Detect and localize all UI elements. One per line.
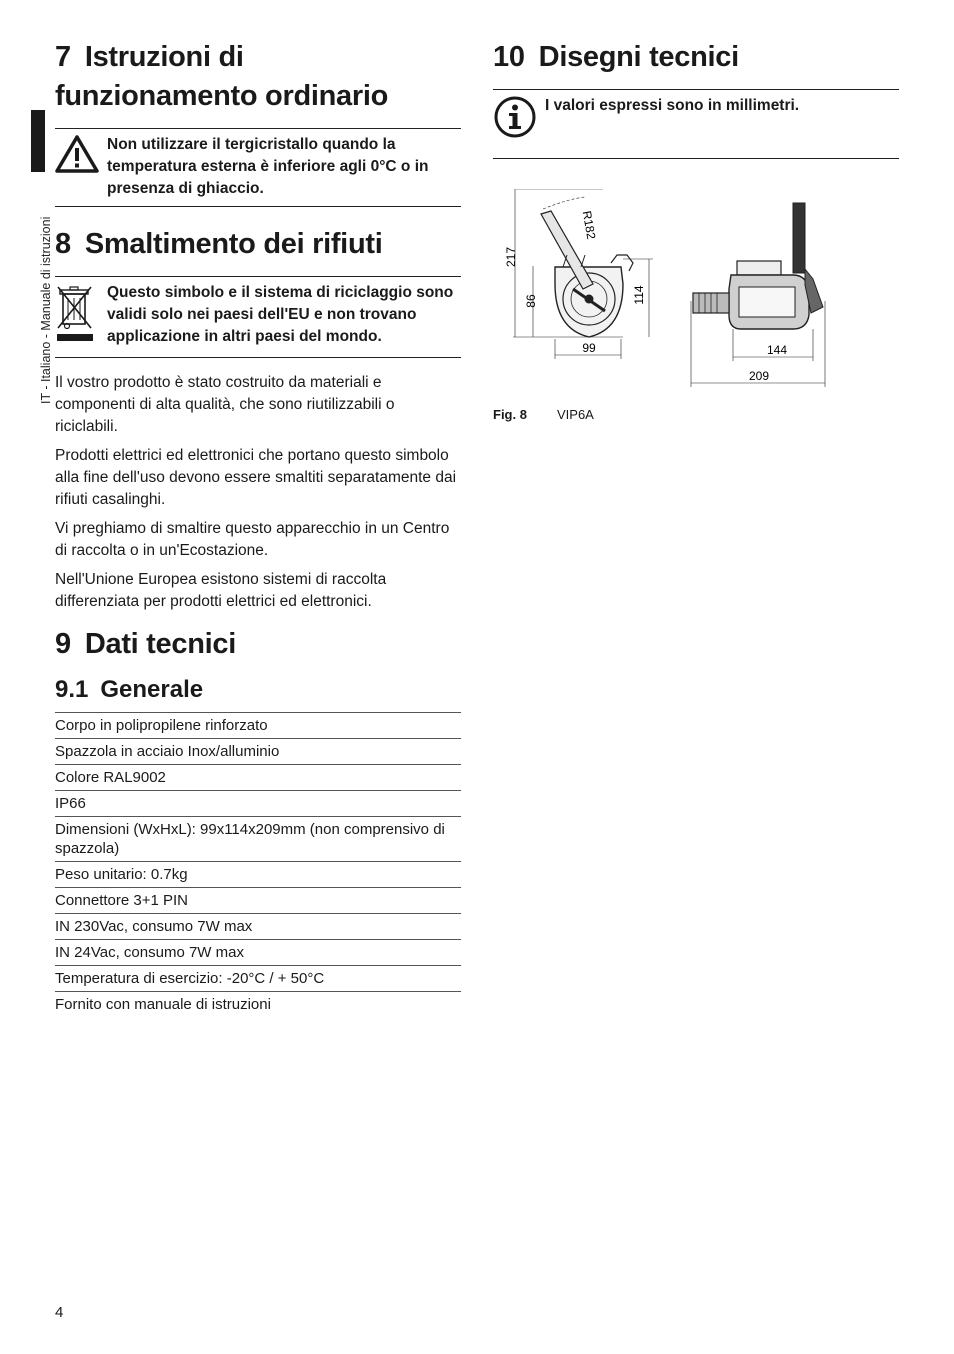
- table-row: [55, 739, 461, 765]
- info-text: I valori espressi sono in millimetri.: [545, 97, 800, 114]
- table-cell: Connettore 3+1 PIN: [55, 888, 461, 914]
- table-row: [55, 817, 461, 862]
- dim-217: 217: [504, 246, 518, 268]
- paragraph: Vi preghiamo di smaltire questo apparecchio in un Centro di raccolta o in un'Ecostazione.: [55, 520, 450, 559]
- table-cell: Dimensioni (WxHxL): 99x114x209mm (non comprensivo di spazzola): [55, 817, 461, 862]
- table-row: [55, 791, 461, 817]
- technical-drawing: [493, 189, 899, 389]
- info-icon: [493, 95, 545, 146]
- table-cell: IN 24Vac, consumo 7W max: [55, 940, 461, 966]
- right-column: [493, 38, 899, 422]
- table-cell: IP66: [55, 791, 461, 817]
- table-cell: Corpo in polipropilene rinforzato: [55, 713, 461, 739]
- paragraph: Nell'Unione Europea esistono sistemi di raccolta differenziata per prodotti elettrici ed elettronici.: [55, 571, 387, 610]
- front-view-drawing: [691, 203, 825, 387]
- table-row: [55, 992, 461, 1018]
- table-cell: Colore RAL9002: [55, 765, 461, 791]
- table-row: [55, 940, 461, 966]
- table-cell: Fornito con manuale di istruzioni: [55, 992, 461, 1018]
- table-row: [55, 914, 461, 940]
- figure-title: VIP6A: [557, 407, 594, 422]
- side-label: IT - Italiano - Manuale di istruzioni: [39, 216, 53, 404]
- paragraph: Il vostro prodotto è stato costruito da materiali e componenti di alta qualità, che sono riutilizzabili o riciclabili.: [55, 374, 395, 435]
- paragraph: Prodotti elettrici ed elettronici che portano questo simbolo alla fine dell'uso devono essere smaltiti separatamente dai rifiuti casalinghi.: [55, 447, 457, 508]
- section-9-1-title: 9.1 Generale: [55, 676, 204, 703]
- table-row: [55, 862, 461, 888]
- dim-r182: R182: [579, 209, 599, 241]
- table-cell: IN 230Vac, consumo 7W max: [55, 914, 461, 940]
- table-row: [55, 713, 461, 739]
- dim-86: 86: [524, 294, 538, 308]
- page-number: 4: [55, 1304, 64, 1321]
- weee-notice-text: Questo simbolo e il sistema di riciclaggio sono validi solo nei paesi dell'EU e non trovano applicazione in altri paesi del mondo.: [107, 284, 454, 345]
- warning-icon: [55, 134, 107, 200]
- figure-label: Fig. 8: [493, 407, 527, 422]
- info-notice: [493, 89, 899, 159]
- crossed-bin-icon: [55, 282, 107, 351]
- dim-114: 114: [632, 285, 646, 305]
- table-cell: Peso unitario: 0.7kg: [55, 862, 461, 888]
- warning-text: Non utilizzare il tergicristallo quando la temperatura esterna è inferiore agli 0°C o in presenza di ghiaccio.: [107, 136, 429, 197]
- figure-caption: [493, 407, 899, 422]
- table-row: [55, 765, 461, 791]
- table-row: [55, 966, 461, 992]
- dim-144: 144: [766, 343, 788, 357]
- dim-99: 99: [582, 341, 596, 355]
- table-cell: Temperatura di esercizio: -20°C / + 50°C: [55, 966, 461, 992]
- section-8-title: 8 Smaltimento dei rifiuti: [55, 228, 383, 260]
- spec-table: [55, 712, 461, 1017]
- weee-notice: [55, 276, 461, 358]
- warning-notice: [55, 128, 461, 207]
- section-7-title: 7 Istruzioni di funzionamento ordinario: [55, 41, 389, 112]
- table-cell: Spazzola in acciaio Inox/alluminio: [55, 739, 461, 765]
- left-column: [55, 38, 461, 1017]
- section-10-title: 10 Disegni tecnici: [493, 41, 739, 73]
- dim-209: 209: [748, 369, 770, 383]
- side-tab-marker: [31, 110, 45, 172]
- section-9-title: 9 Dati tecnici: [55, 628, 236, 660]
- table-row: [55, 888, 461, 914]
